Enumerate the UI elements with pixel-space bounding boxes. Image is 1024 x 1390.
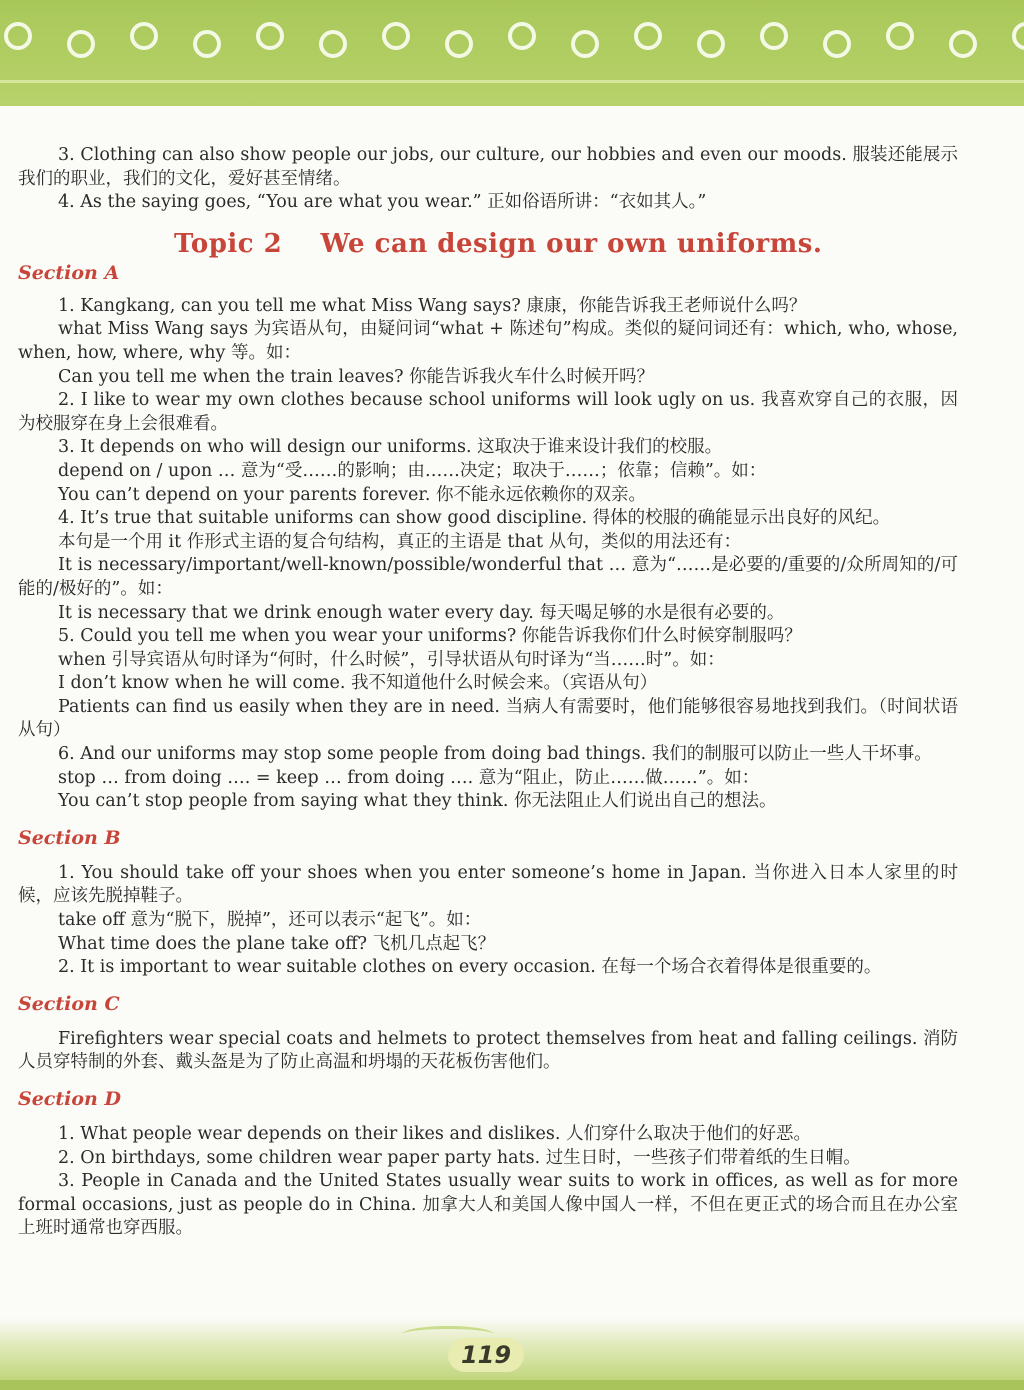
section-a-para: stop … from doing …. = keep … from doing …. 意为“阻止，防止……做……”。如： [58,767,760,788]
section-a-para: when 引导宾语从句时译为“何时，什么时候”，引导状语从句时译为“当……时”。如： [58,649,725,670]
section-a-para: 3. It depends on who will design our uniforms. 这取决于谁来设计我们的校服。 [58,437,723,458]
topic-heading [18,228,958,263]
decor-circle [130,22,158,50]
section-d-para: 2. On birthdays, some children wear paper party hats. 过生日时，一些孩子们带着纸的生日帽。 [58,1147,861,1168]
decor-circle [823,30,851,58]
top-decorative-band [0,0,1024,106]
section-a-para: It is necessary/important/well-known/possible/wonderful that … 意为“……是必要的/重要的/众所周知的/可能的/极好的”。如： [18,555,958,599]
section-b-para: take off 意为“脱下，脱掉”，还可以表示“起飞”。如： [58,910,482,931]
section-a-para: 2. I like to wear my own clothes because school uniforms will look ugly on us. 我喜欢穿自己的衣服，因为校服穿在身上会很难看。 [18,390,958,434]
section-a-para: You can’t depend on your parents forever. 你不能永远依赖你的双亲。 [58,484,646,505]
decor-circle [1012,22,1024,50]
section-a-para: 5. Could you tell me when you wear your uniforms? 你能告诉我你们什么时候穿制服吗？ [58,626,802,647]
section-a-heading: Section A [18,261,120,284]
section-b-heading: Section B [18,826,121,849]
section-b-para: 1. You should take off your shoes when you enter someone’s home in Japan. 当你进入日本人家里的时候，应该先脱掉鞋子。 [18,862,958,907]
decor-circle [760,22,788,50]
section-a-body [18,295,958,814]
section-a-para: I don’t know when he will come. 我不知道他什么时候会来。（宾语从句） [58,673,658,694]
band-line [0,80,1024,83]
page-content [18,144,958,1241]
section-d-para: 3. People in Canada and the United States usually wear suits to work in offices, as well as for more formal occasions, just as people do in China. 加拿大人和美国人像中国人一样，不但在更正式的场合而且在办公室上班时通常也穿西服。 [18,1171,958,1239]
section-a-para: depend on / upon … 意为“受……的影响；由……决定；取决于……；依靠；信赖”。如： [58,460,767,481]
section-d-body [18,1123,958,1241]
bottom-stripe [0,1380,1024,1390]
decor-circle [382,22,410,50]
page-number: 119 [448,1338,524,1372]
section-a-para: It is necessary that we drink enough water every day. 每天喝足够的水是很有必要的。 [58,602,785,623]
decor-circle [445,30,473,58]
section-a-para: 本句是一个用 it 作形式主语的复合句结构，真正的主语是 that 从句，类似的用法还有： [58,531,742,552]
topic-name: We can design our own uniforms. [320,228,823,259]
section-b-body [18,862,958,980]
decor-circle [319,30,347,58]
decor-circle [949,30,977,58]
section-a-para: 4. It’s true that suitable uniforms can show good discipline. 得体的校服的确能显示出良好的风纪。 [58,508,891,529]
topic-title [174,228,823,259]
decor-circle [571,30,599,58]
intro-para-4: 4. As the saying goes, “You are what you wear.” 正如俗语所讲：“衣如其人。” [58,192,707,213]
decor-circle [886,22,914,50]
intro-para-3: 3. Clothing can also show people our jobs, our culture, our hobbies and even our moods. 服装还能展示我们的职业，我们的文化，爱好甚至情绪。 [18,145,958,189]
section-d-heading: Section D [18,1088,121,1110]
intro-notes [18,144,958,215]
section-a-para: 6. And our uniforms may stop some people from doing bad things. 我们的制服可以防止一些人干坏事。 [58,744,932,765]
decor-circle [4,22,32,50]
section-c-body [18,1028,958,1075]
section-a-para: Can you tell me when the train leaves? 你能告诉我火车什么时候开吗？ [58,366,655,387]
decor-circle [193,30,221,58]
section-a-para: 1. Kangkang, can you tell me what Miss Wang says? 康康，你能告诉我王老师说什么吗？ [58,295,807,316]
section-a-para: Patients can find us easily when they are in need. 当病人有需要时，他们能够很容易地找到我们。（时间状语从句） [18,696,958,741]
section-a-para: what Miss Wang says 为宾语从句，由疑问词“what + 陈述句”构成。类似的疑问词还有：which, who, whose, when, how, where, why 等。如： [18,319,958,363]
section-c-para: Firefighters wear special coats and helmets to protect themselves from heat and falling ceilings. 消防人员穿特制的外套、戴头盔是为了防止高温和坍塌的天花板伤害他们。 [18,1028,958,1073]
topic-number: Topic 2 [174,228,283,259]
section-b-para: 2. It is important to wear suitable clothes on every occasion. 在每一个场合衣着得体是很重要的。 [58,957,882,978]
section-d-para: 1. What people wear depends on their likes and dislikes. 人们穿什么取决于他们的好恶。 [58,1124,811,1144]
decor-circle [634,22,662,50]
section-c-heading: Section C [18,992,120,1015]
section-b-para: What time does the plane take off? 飞机几点起飞？ [58,933,496,954]
decor-circle [697,30,725,58]
section-a-para: You can’t stop people from saying what they think. 你无法阻止人们说出自己的想法。 [58,791,777,812]
decor-circle [508,22,536,50]
decor-circle [67,30,95,58]
decor-circle [256,22,284,50]
